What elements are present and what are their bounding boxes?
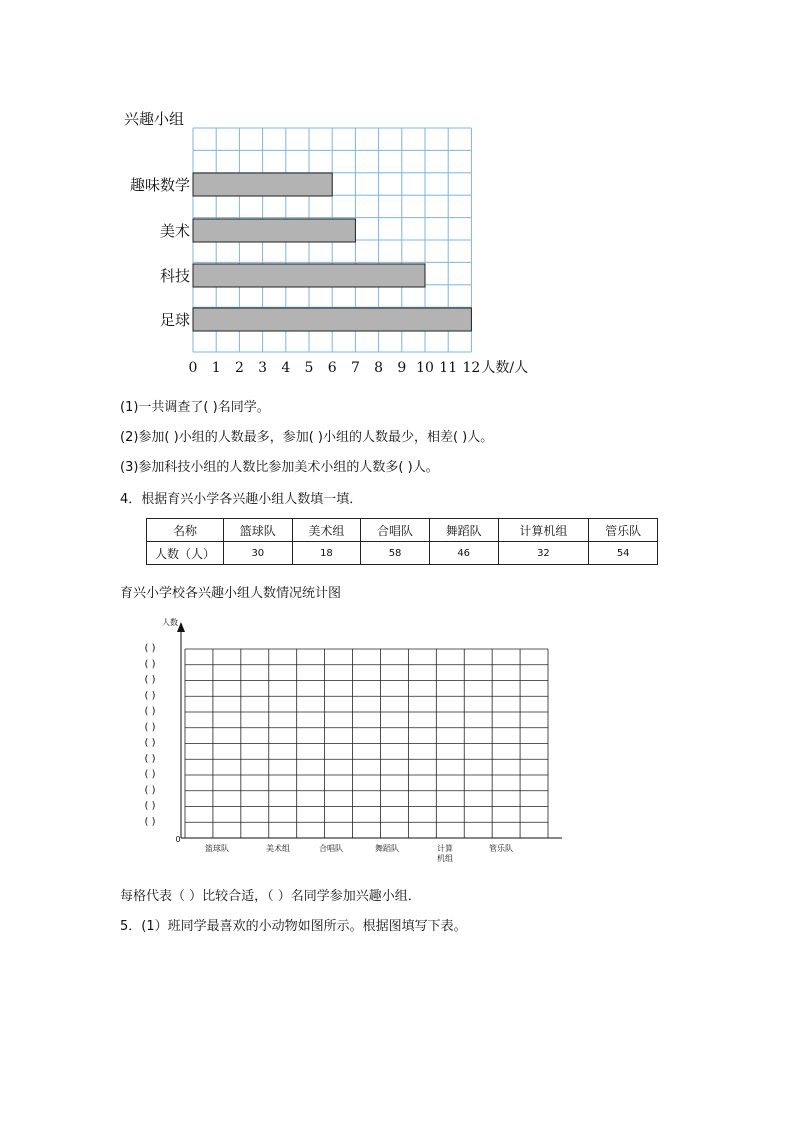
table-cell: 人数（人） (147, 542, 224, 565)
category-label: 美术 (159, 222, 190, 240)
question-4-heading: 4．根据育兴小学各兴趣小组人数填一填． (120, 492, 363, 507)
chart2-title: 育兴小学校各兴趣小组人数情况统计图 (120, 586, 342, 601)
x-category-label: 舞蹈队 (375, 844, 399, 853)
bar-3 (193, 308, 471, 331)
x-axis-label: 人数/人 (481, 360, 529, 376)
y-blank-label: ( ) (144, 737, 156, 749)
y-blank-label: ( ) (144, 674, 156, 686)
origin-label: 0 (175, 835, 181, 844)
x-tick-label: 11 (439, 360, 458, 376)
chart2-grid (185, 649, 548, 838)
x-category-label: 计算 (437, 844, 453, 853)
table-cell: 舞蹈队 (429, 519, 498, 542)
x-tick-label: 4 (281, 360, 291, 376)
bar-1 (193, 219, 355, 242)
chart1-title: 兴趣小组 (124, 110, 185, 128)
y-blank-label: ( ) (144, 816, 156, 828)
table-cell: 管乐队 (589, 519, 658, 542)
table-cell: 46 (429, 542, 498, 565)
y-blank-label: ( ) (144, 784, 156, 796)
x-category-label: 管乐队 (489, 844, 513, 853)
y-blank-label: ( ) (144, 643, 156, 654)
question-5-heading: 5．(1）班同学最喜欢的小动物如图所示。根据图填写下表。 (120, 919, 467, 934)
table-cell: 合唱队 (361, 519, 430, 542)
x-category-label: 篮球队 (205, 844, 229, 853)
bar-2 (193, 264, 425, 287)
table-cell: 篮球队 (224, 519, 293, 542)
x-tick-label: 7 (350, 360, 360, 376)
table-cell: 32 (498, 542, 589, 565)
table-row (147, 542, 658, 565)
y-blank-label: ( ) (144, 769, 156, 780)
y-axis-label: 人数 (162, 618, 178, 627)
y-blank-label: ( ) (144, 721, 156, 733)
x-tick-label: 6 (327, 360, 337, 376)
table-cell: 美术组 (292, 519, 361, 542)
table-header-row (147, 519, 658, 542)
interest-group-bar-chart (0, 0, 794, 400)
blank-grid-chart (0, 600, 794, 870)
x-tick-label: 3 (258, 360, 268, 376)
table-cell: 计算机组 (498, 519, 589, 542)
x-tick-label: 2 (234, 360, 244, 376)
question-4-fill-line: 每格代表（ ）比较合适，（ ）名同学参加兴趣小组． (120, 889, 421, 904)
x-tick-label: 10 (416, 360, 434, 376)
x-category-label: 机组 (437, 854, 453, 863)
x-tick-label: 0 (188, 360, 198, 376)
x-tick-label: 1 (211, 360, 221, 376)
x-category-label: 美术组 (266, 844, 290, 853)
x-tick-label: 12 (462, 360, 481, 376)
question-3-2: (2)参加( )小组的人数最多，参加( )小组的人数最少，相差( )人。 (120, 430, 494, 445)
bar-0 (193, 173, 332, 196)
category-label: 足球 (159, 311, 190, 329)
x-category-label: 合唱队 (319, 844, 343, 853)
question-3-1: (1)一共调查了( )名同学。 (120, 400, 270, 415)
table-cell: 名称 (147, 519, 224, 542)
x-tick-label: 8 (374, 360, 384, 376)
y-blank-label: ( ) (144, 706, 156, 717)
y-blank-label: ( ) (144, 690, 156, 702)
y-blank-label: ( ) (144, 753, 156, 765)
x-tick-label: 5 (304, 360, 314, 376)
table-cell: 58 (361, 542, 430, 565)
y-blank-label: ( ) (144, 658, 156, 670)
y-axis-arrow (177, 622, 185, 632)
interest-group-table (146, 518, 658, 565)
table-cell: 30 (224, 542, 293, 565)
y-blank-label: ( ) (144, 800, 156, 812)
x-tick-label: 9 (397, 360, 407, 376)
table-cell: 18 (292, 542, 361, 565)
category-label: 科技 (159, 267, 190, 285)
category-label: 趣味数学 (129, 176, 190, 194)
question-3-3: (3)参加科技小组的人数比参加美术小组的人数多( )人。 (120, 460, 439, 475)
table-cell: 54 (589, 542, 658, 565)
